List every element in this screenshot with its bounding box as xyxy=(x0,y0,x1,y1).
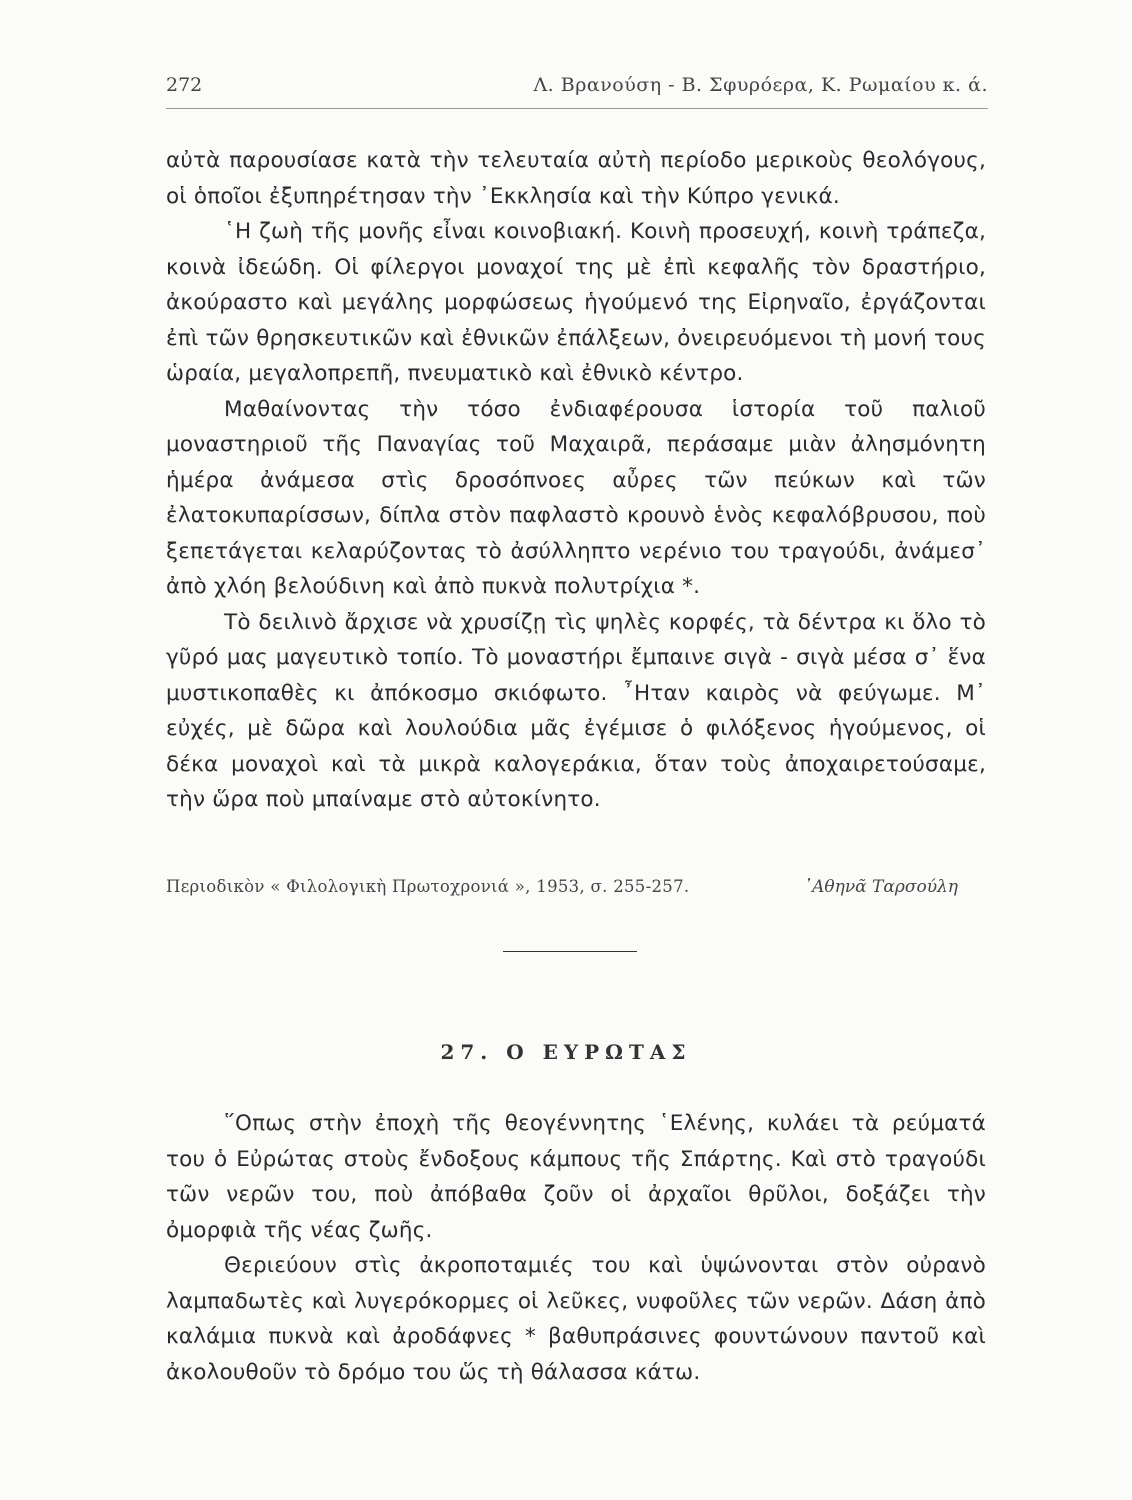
citation xyxy=(166,877,988,907)
paragraph: αὐτὰ παρουσίασε κατὰ τὴν τελευταία αὐτὴ περίοδο μερικοὺς θεολόγους, οἱ ὁποῖοι ἐξυπηρέτησαν τὴν ᾽Εκκλησία καὶ τὴν Κύπρο γενικά. xyxy=(166,148,986,209)
paragraph: ῾Η ζωὴ τῆς μονῆς εἶναι κοινοβιακή. Κοινὴ προσευχή, κοινὴ τράπεζα, κοινὰ ἰδεώδη. Οἱ φίλεργοι μοναχοί της μὲ ἐπὶ κεφαλῆς τὸν δραστήριο, ἀκούραστο καὶ μεγάλης μορφώσεως ἡγούμενό της Εἰρηναῖο, ἐργάζονται ἐπὶ τῶν θρησκευτικῶν καὶ ἐθνικῶν ἐπάλξεων, ὀνειρευόμενοι τὴ μονή τους ὡραία, μεγαλοπρεπῆ, πνευματικὸ καὶ ἐθνικὸ κέντρο. xyxy=(166,219,986,386)
paragraph: Θεριεύουν στὶς ἀκροποταμιές του καὶ ὑψώνονται στὸν οὐρανὸ λαμπαδωτὲς καὶ λυγερόκορμες οἱ λεῦκες, νυφοῦλες τῶν νερῶν. Δάση ἀπὸ καλάμια πυκνὰ καὶ ἀροδάφνες * βαθυπράσινες φουντώνουν παντοῦ καὶ ἀκολουθοῦν τὸ δρόμο του ὥς τὴ θάλασσα κάτω. xyxy=(166,1253,986,1385)
paragraph: Τὸ δειλινὸ ἄρχισε νὰ χρυσίζῃ τὶς ψηλὲς κορφές, τὰ δέντρα κι ὅλο τὸ γῦρό μας μαγευτικὸ τοπίο. Τὸ μοναστήρι ἔμπαινε σιγὰ - σιγὰ μέσα σ᾽ ἕνα μυστικοπαθὲς κι ἀπόκοσμο σκιόφωτο. ῏Ηταν καιρὸς νὰ φεύγωμε. Μ᾽ εὐχές, μὲ δῶρα καὶ λουλούδια μᾶς ἐγέμισε ὁ φιλόξενος ἡγούμενος, οἱ δέκα μοναχοὶ καὶ τὰ μικρὰ καλογεράκια, ὅταν τοὺς ἀποχαιρετούσαμε, τὴν ὥρα ποὺ μπαίναμε στὸ αὐτοκίνητο. xyxy=(166,609,986,812)
main-text-section xyxy=(166,143,986,818)
running-title: Λ. Βρανούση - Β. Σφυρόερα, Κ. Ρωμαίου κ. ά. xyxy=(533,74,988,96)
paragraph: ῞Οπως στὴν ἐποχὴ τῆς θεογέννητης ῾Ελένης, κυλάει τὰ ρεύματά του ὁ Εὐρώτας στοὺς ἔνδοξους κάμπους τῆς Σπάρτης. Καὶ στὸ τραγούδι τῶν νερῶν του, ποὺ ἀπόβαθα ζοῦν οἱ ἀρχαῖοι θρῦλοι, δοξάζει τὴν ὀμορφιὰ τῆς νέας ζωῆς. xyxy=(166,1111,986,1243)
citation-author: ᾽Αθηνᾶ Ταρσούλη xyxy=(803,877,958,897)
citation-source: Περιοδικὸν « Φιλολογικὴ Πρωτοχρονιά », 1953, σ. 255-257. xyxy=(166,877,690,896)
page-header xyxy=(166,74,988,109)
section-divider xyxy=(503,951,637,952)
paragraph: Μαθαίνοντας τὴν τόσο ἐνδιαφέρουσα ἱστορία τοῦ παλιοῦ μοναστηριοῦ τῆς Παναγίας τοῦ Μαχαιρᾶ, περάσαμε μιὰν ἀλησμόνητη ἡμέρα ἀνάμεσα στὶς δροσόπνοες αὖρες τῶν πεύκων καὶ τῶν ἐλατοκυπαρίσσων, δίπλα στὸν παφλαστὸ κρουνὸ ἑνὸς κεφαλόβρυσου, ποὺ ξεπετάγεται κελαρύζοντας τὸ ἀσύλληπτο νερένιο του τραγούδι, ἀνάμεσ᾽ ἀπὸ χλόη βελούδινη καὶ ἀπὸ πυκνὰ πολυτρίχια *. xyxy=(166,396,986,599)
chapter-heading: 27. Ο ΕΥΡΩΤΑΣ xyxy=(440,1040,692,1064)
page-number: 272 xyxy=(166,74,203,96)
chapter-text-section xyxy=(166,1106,986,1390)
